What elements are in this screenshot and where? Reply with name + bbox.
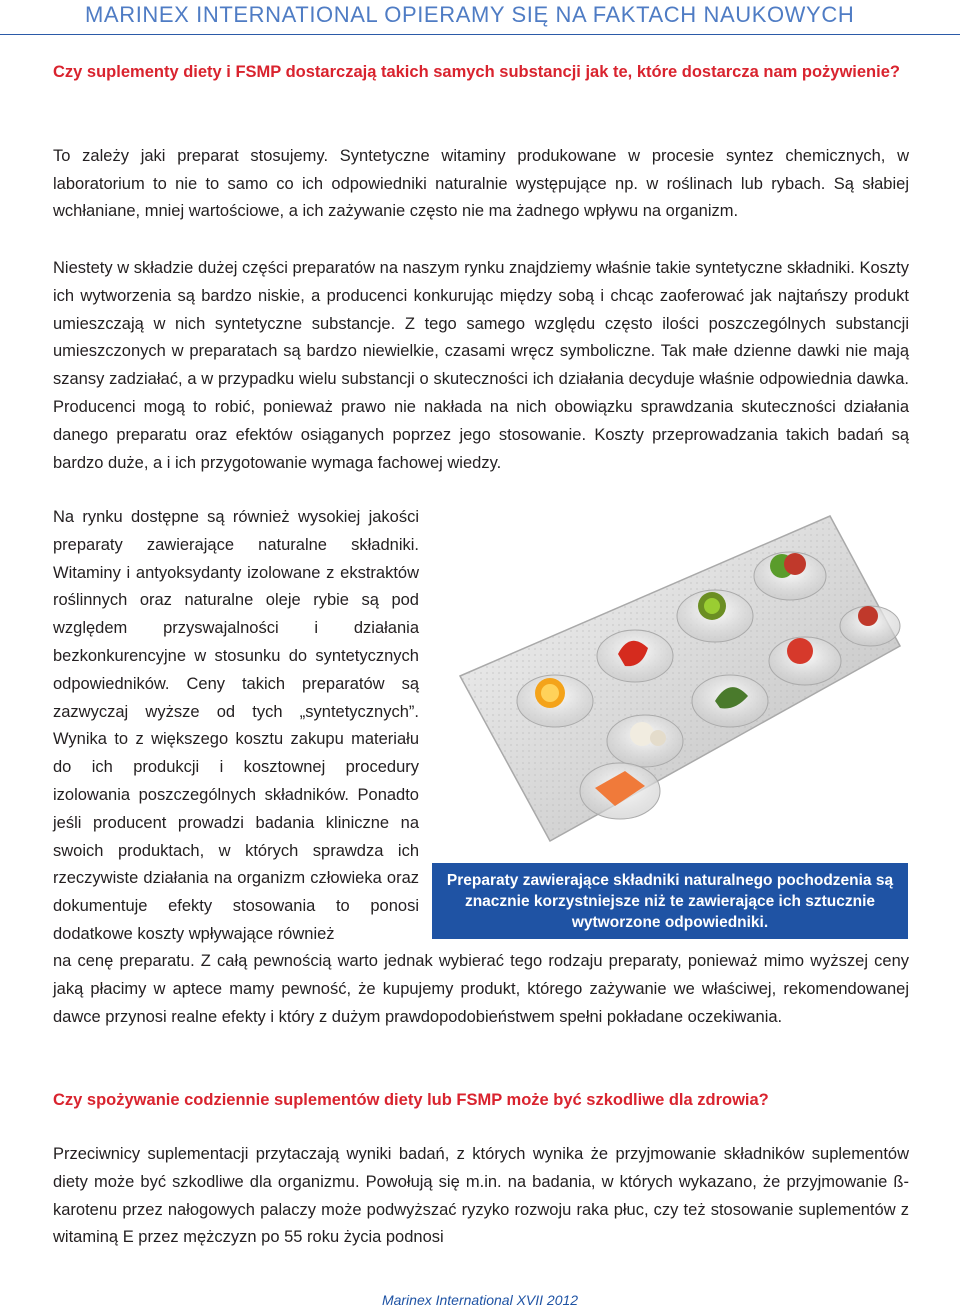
body-paragraph-2: Niestety w składzie dużej części preparatów na naszym rynku znajdziemy właśnie takie syntetyczne składniki. Koszty ich wytworzenia są bardzo niskie, a producenci konkurując między sobą i chcąc zaoferować jak najtańszy produkt umieszczają w nich syntetyczne substancje. Z tego samego względu często ilości poszczególnych substancji umieszczonych w preparatach są bardzo niewielkie, czasami wręcz symboliczne. Tak małe dzienne dawki nie mają szansy zadziałać, a w przypadku wielu substancji o skuteczności ich działania decyduje właśnie odpowiednia dawka. Producenci mogą to robić, ponieważ prawo nie nakłada na nich obowiązku sprawdzania skuteczności działania danego preparatu oraz efektów osiąganych poprzez jego stosowanie. Koszty przeprowadzania takich badań są bardzo duże, a i ich przygotowanie wymaga fachowej wiedzy. (53, 259, 909, 472)
body-paragraph-4: Przeciwnicy suplementacji przytaczają wyniki badań, z których wynika że przyjmowanie składników suplementów diety może być szkodliwe dla organizmu. Powołują się m.in. na badania, w których wykazano, że przyjmowanie ß-karotenu przez nałogowych palaczy może podwyższać ryzyko rozwoju raka płuc, czy też stosowanie suplementów z witaminą E przez mężczyzn po 55 roku życia podnosi (53, 1145, 909, 1247)
blister-pack-illustration (430, 496, 930, 856)
question-heading-1: Czy suplementy diety i FSMP dostarczają takich samych substancji jak te, które dostarcza nam pożywienie? (53, 63, 900, 81)
blister-pack-icon (430, 496, 930, 856)
page-footer: Marinex International XVII 2012 (381, 1292, 579, 1308)
header-title: MARINEX INTERNATIONAL OPIERAMY SIĘ NA FAKTACH NAUKOWYCH (85, 2, 855, 27)
page-header (0, 0, 960, 35)
column-paragraph: Na rynku dostępne są również wysokiej jakości preparaty zawierające naturalne składniki. Witaminy i antyoksydanty izolowane z ekstraktów roślinnych oraz naturalne oleje rybie są pod względem przyswajalności i działania bezkonkurencyjne w stosunku do syntetycznych odpowiedników. Ceny takich preparatów są zazwyczaj wyższe od tych „syntetycznych”. Wynika to z większego kosztu zakupu materiału do ich produkcji i kosztownej procedury izolowania poszczególnych składników. Ponadto jeśli producent prowadzi badania kliniczne na swoich produktach, w których sprawdza ich rzeczywiste działania na organizm człowieka oraz dokumentuje efekty stosowania to ponosi dodatkowe koszty wpływające również (53, 508, 419, 943)
intro-paragraph: To zależy jaki preparat stosujemy. Syntetyczne witaminy produkowane w procesie syntez chemicznych, w laboratorium to nie to samo co ich odpowiedniki naturalnie występujące np. w roślinach lub rybach. Są słabiej wchłaniane, mniej wartościowe, a ich zażywanie często nie ma żadnego wpływu na organizm. (53, 147, 909, 220)
column-continuation-paragraph: na cenę preparatu. Z całą pewnością warto jednak wybierać tego rodzaju preparaty, ponieważ mimo wyższej ceny jaką płacimy w aptece mamy pewność, że kupujemy produkt, którego zażywanie we właściwej, rekomendowanej dawce przynosi realne efekty i który z dużym prawdopodobieństwem spełni pokładane oczekiwania. (53, 952, 909, 1026)
question-heading-2: Czy spożywanie codziennie suplementów diety lub FSMP może być szkodliwe dla zdrowia? (53, 1091, 769, 1109)
figure-caption: Preparaty zawierające składniki naturalnego pochodzenia są znacznie korzystniejsze niż te zawierające ich sztucznie wytworzone odpowiedniki. (432, 863, 908, 939)
